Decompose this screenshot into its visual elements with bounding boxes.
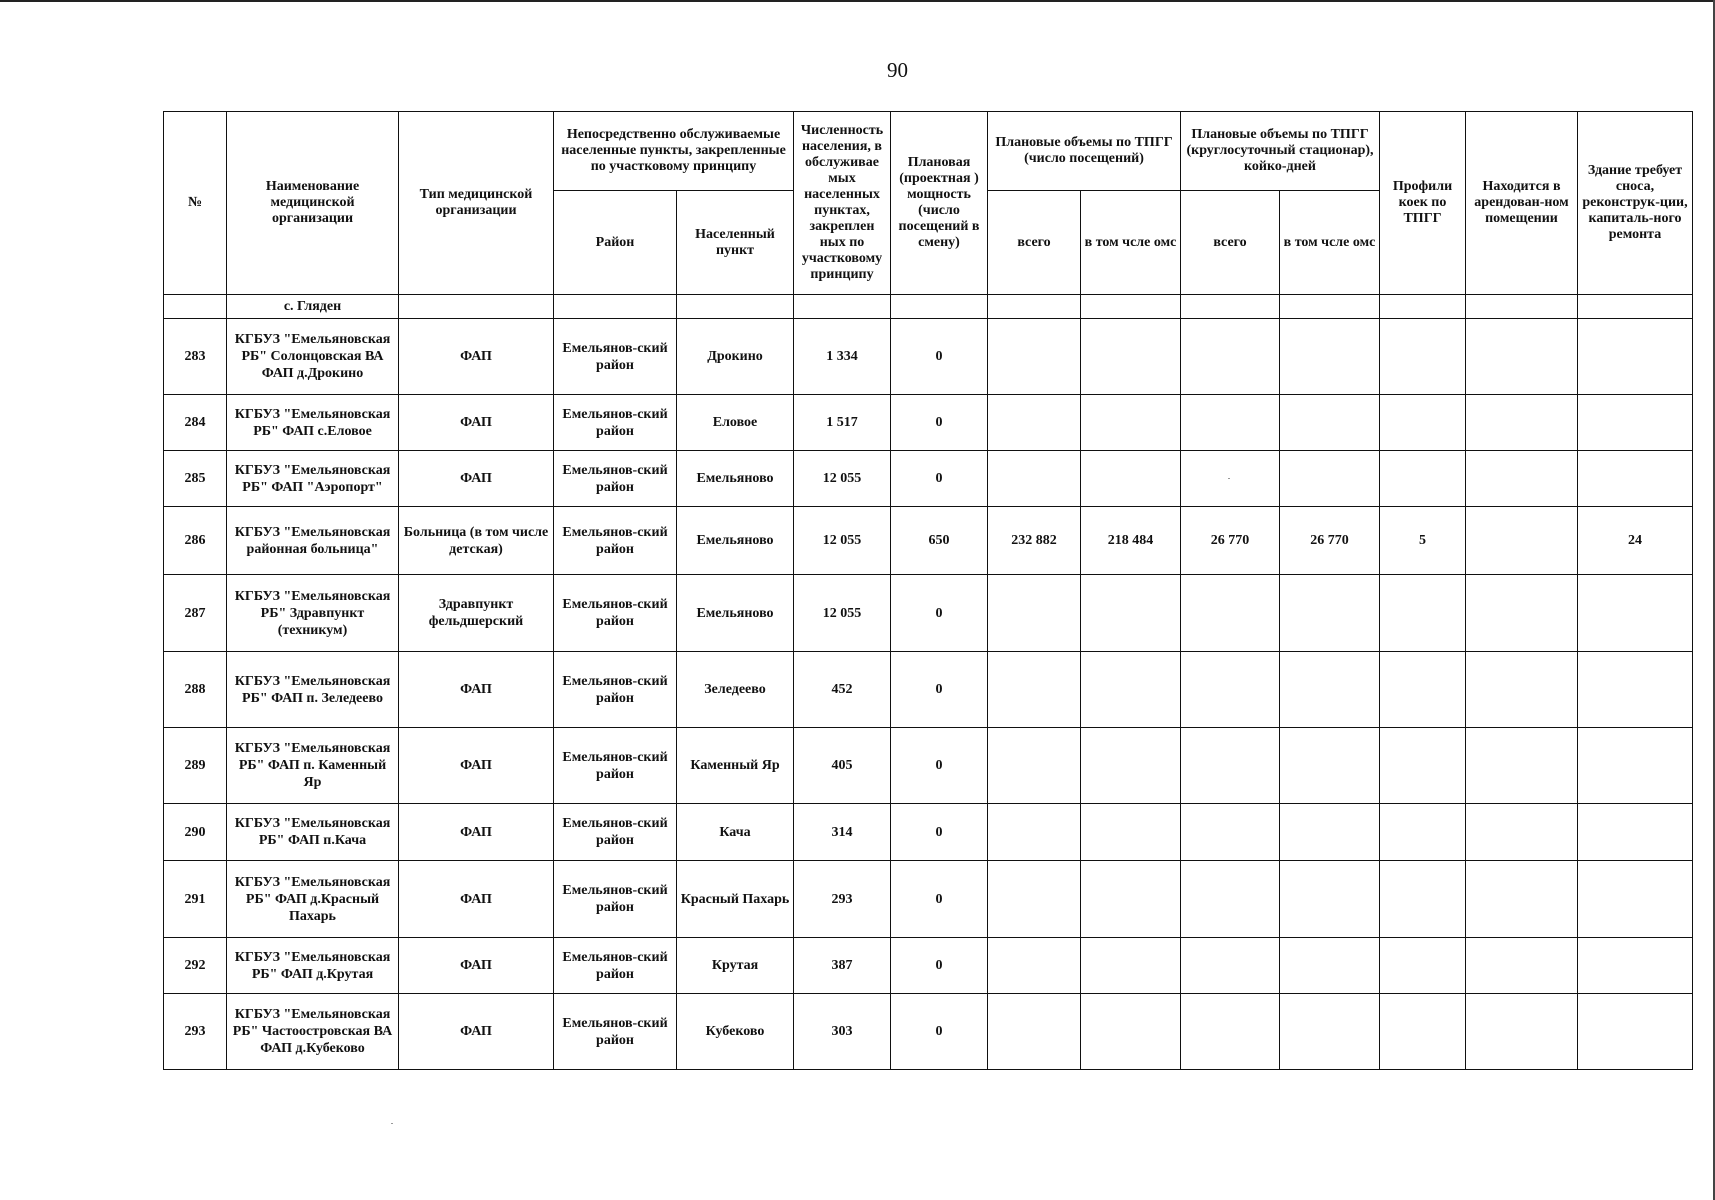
row-stat-oms	[1280, 395, 1380, 451]
row-stat-total	[1181, 652, 1280, 728]
row-name: КГБУЗ "Емельяновская РБ" ФАП д.Красный Пахарь	[227, 861, 399, 938]
row-building: 24	[1578, 507, 1693, 575]
row-locality: Зеледеево	[677, 652, 794, 728]
row-stat-oms	[1280, 652, 1380, 728]
row-num: 292	[164, 938, 227, 994]
row-visits-total	[988, 575, 1081, 652]
row-bed-profiles	[1380, 451, 1466, 507]
row-stat-total	[1181, 451, 1280, 507]
medical-organizations-table	[163, 111, 1693, 1070]
row-visits-total	[988, 861, 1081, 938]
header-num: №	[164, 112, 227, 295]
row-population: 293	[794, 861, 891, 938]
row-bed-profiles: 5	[1380, 507, 1466, 575]
table-row	[164, 451, 1693, 507]
row-bed-profiles	[1380, 319, 1466, 395]
row-num: 283	[164, 319, 227, 395]
row-capacity: 0	[891, 451, 988, 507]
row-num: 286	[164, 507, 227, 575]
row-building	[1578, 804, 1693, 861]
table-row	[164, 938, 1693, 994]
header-name: Наименование медицинской организации	[227, 112, 399, 295]
table-row	[164, 994, 1693, 1070]
row-visits-oms	[1081, 938, 1181, 994]
row-locality: Дрокино	[677, 319, 794, 395]
row-name: КГБУЗ "Емельяновская районная больница"	[227, 507, 399, 575]
row-bed-profiles	[1380, 994, 1466, 1070]
header-building: Здание требует сноса, реконструк-ции, капиталь-ного ремонта	[1578, 112, 1693, 295]
table-row	[164, 575, 1693, 652]
row-bed-profiles	[1380, 938, 1466, 994]
row-locality: Каменный Яр	[677, 728, 794, 804]
row-building	[1578, 575, 1693, 652]
row-bed-profiles	[1380, 575, 1466, 652]
row-capacity: 650	[891, 507, 988, 575]
row-visits-total: 232 882	[988, 507, 1081, 575]
row-locality: Емельяново	[677, 507, 794, 575]
row-stat-oms	[1280, 451, 1380, 507]
row-building	[1578, 994, 1693, 1070]
row-type: ФАП	[399, 728, 554, 804]
row-num: 291	[164, 861, 227, 938]
row-building	[1578, 652, 1693, 728]
row-population: 12 055	[794, 507, 891, 575]
row-num: 293	[164, 994, 227, 1070]
row-capacity: 0	[891, 652, 988, 728]
row-district: Емельянов-ский район	[554, 861, 677, 938]
row-capacity: 0	[891, 938, 988, 994]
row-district: Емельянов-ский район	[554, 319, 677, 395]
row-bed-profiles	[1380, 861, 1466, 938]
row-bed-profiles	[1380, 804, 1466, 861]
row-stat-total: 26 770	[1181, 507, 1280, 575]
row-population: 12 055	[794, 575, 891, 652]
row-visits-total	[988, 804, 1081, 861]
row-rented	[1466, 861, 1578, 938]
row-rented	[1466, 507, 1578, 575]
row-population: 1 334	[794, 319, 891, 395]
table-row	[164, 728, 1693, 804]
row-stat-oms	[1280, 319, 1380, 395]
row-name: КГБУЗ "Емельяновская РБ" ФАП п. Каменный Яр	[227, 728, 399, 804]
row-type: Здравпункт фельдшерский	[399, 575, 554, 652]
row-building	[1578, 395, 1693, 451]
header-visits-total: всего	[988, 191, 1081, 295]
row-locality: Емельяново	[677, 575, 794, 652]
row-population: 1 517	[794, 395, 891, 451]
row-population: 12 055	[794, 451, 891, 507]
row-visits-oms	[1081, 728, 1181, 804]
row-type: ФАП	[399, 994, 554, 1070]
row-visits-oms	[1081, 652, 1181, 728]
row-district: Емельянов-ский район	[554, 575, 677, 652]
row-stat-total	[1181, 861, 1280, 938]
row-type: ФАП	[399, 804, 554, 861]
row-num: 285	[164, 451, 227, 507]
row-capacity: 0	[891, 319, 988, 395]
row-stat-oms	[1280, 994, 1380, 1070]
row-capacity: 0	[891, 575, 988, 652]
row-rented	[1466, 994, 1578, 1070]
row-visits-oms	[1081, 575, 1181, 652]
row-district: Емельянов-ский район	[554, 994, 677, 1070]
row-visits-oms	[1081, 319, 1181, 395]
row-visits-oms	[1081, 861, 1181, 938]
row-num: 290	[164, 804, 227, 861]
row-rented	[1466, 938, 1578, 994]
row-population: 387	[794, 938, 891, 994]
row-visits-total	[988, 395, 1081, 451]
row-stat-total	[1181, 728, 1280, 804]
row-stat-oms	[1280, 575, 1380, 652]
row-type: ФАП	[399, 861, 554, 938]
header-population: Численность населения, в обслуживае мых населенных пунктах, закреплен ных по участковому принципу	[794, 112, 891, 295]
row-name: КГБУЗ "Емельяновская РБ" Здравпункт (техникум)	[227, 575, 399, 652]
row-locality: Крутая	[677, 938, 794, 994]
row-name: КГБУЗ "Емельяновская РБ" ФАП д.Крутая	[227, 938, 399, 994]
page-number: 90	[887, 58, 908, 82]
row-visits-total	[988, 938, 1081, 994]
row-district: Емельянов-ский район	[554, 804, 677, 861]
row-rented	[1466, 319, 1578, 395]
row-capacity: 0	[891, 994, 988, 1070]
row-building	[1578, 728, 1693, 804]
row-type: ФАП	[399, 319, 554, 395]
header-capacity: Плановая (проектная ) мощность (число посещений в смену)	[891, 112, 988, 295]
row-rented	[1466, 804, 1578, 861]
row-rented	[1466, 451, 1578, 507]
header-stat-total: всего	[1181, 191, 1280, 295]
row-visits-total	[988, 994, 1081, 1070]
row-locality: Еловое	[677, 395, 794, 451]
row-num: 284	[164, 395, 227, 451]
carry-row	[164, 295, 1693, 319]
row-building	[1578, 451, 1693, 507]
table-row	[164, 804, 1693, 861]
row-population: 405	[794, 728, 891, 804]
row-district: Емельянов-ский район	[554, 938, 677, 994]
table-header	[164, 112, 1693, 295]
row-num: 289	[164, 728, 227, 804]
header-served: Непосредственно обслуживаемые населенные пункты, закрепленные по участковому принципу	[554, 112, 794, 191]
row-num: 288	[164, 652, 227, 728]
row-rented	[1466, 575, 1578, 652]
row-type: Больница (в том числе детская)	[399, 507, 554, 575]
row-population: 314	[794, 804, 891, 861]
row-capacity: 0	[891, 728, 988, 804]
row-visits-total	[988, 319, 1081, 395]
row-rented	[1466, 652, 1578, 728]
row-rented	[1466, 395, 1578, 451]
header-visits-oms: в том чсле омс	[1081, 191, 1181, 295]
row-population: 452	[794, 652, 891, 728]
row-visits-oms	[1081, 451, 1181, 507]
row-capacity: 0	[891, 861, 988, 938]
header-rented: Находится в арендован-ном помещении	[1466, 112, 1578, 295]
row-district: Емельянов-ский район	[554, 652, 677, 728]
row-locality: Емельяново	[677, 451, 794, 507]
header-district: Район	[554, 191, 677, 295]
row-stat-oms	[1280, 861, 1380, 938]
row-type: ФАП	[399, 451, 554, 507]
row-capacity: 0	[891, 395, 988, 451]
carry-row-name: с. Гляден	[227, 295, 399, 319]
row-district: Емельянов-ский район	[554, 728, 677, 804]
row-district: Емельянов-ский район	[554, 395, 677, 451]
table-body	[164, 295, 1693, 1070]
row-name: КГБУЗ "Емельяновская РБ" Частоостровская ВА ФАП д.Кубеково	[227, 994, 399, 1070]
row-type: ФАП	[399, 938, 554, 994]
scan-speck	[391, 1123, 393, 1124]
row-stat-oms: 26 770	[1280, 507, 1380, 575]
table-row	[164, 395, 1693, 451]
row-building	[1578, 319, 1693, 395]
row-bed-profiles	[1380, 652, 1466, 728]
row-visits-oms: 218 484	[1081, 507, 1181, 575]
table-row	[164, 319, 1693, 395]
scan-top-edge	[0, 0, 1715, 2]
row-visits-total	[988, 728, 1081, 804]
row-district: Емельянов-ский район	[554, 451, 677, 507]
header-bed-profiles: Профили коек по ТПГГ	[1380, 112, 1466, 295]
row-stat-oms	[1280, 938, 1380, 994]
row-capacity: 0	[891, 804, 988, 861]
row-rented	[1466, 728, 1578, 804]
row-locality: Красный Пахарь	[677, 861, 794, 938]
row-stat-total	[1181, 804, 1280, 861]
row-building	[1578, 861, 1693, 938]
row-name: КГБУЗ "Емельяновская РБ" ФАП "Аэропорт"	[227, 451, 399, 507]
row-district: Емельянов-ский район	[554, 507, 677, 575]
row-type: ФАП	[399, 652, 554, 728]
row-bed-profiles	[1380, 395, 1466, 451]
row-visits-oms	[1081, 994, 1181, 1070]
header-tpgg-visits: Плановые объемы по ТПГГ (число посещений)	[988, 112, 1181, 191]
header-locality: Населенный пункт	[677, 191, 794, 295]
table-row	[164, 652, 1693, 728]
header-tpgg-stationary: Плановые объемы по ТПГГ (круглосуточный стационар), койко-дней	[1181, 112, 1380, 191]
row-stat-total	[1181, 994, 1280, 1070]
row-visits-total	[988, 451, 1081, 507]
header-stat-oms: в том чсле омс	[1280, 191, 1380, 295]
row-population: 303	[794, 994, 891, 1070]
row-bed-profiles	[1380, 728, 1466, 804]
header-type: Тип медицинской организации	[399, 112, 554, 295]
row-locality: Кубеково	[677, 994, 794, 1070]
row-stat-oms	[1280, 804, 1380, 861]
row-building	[1578, 938, 1693, 994]
row-name: КГБУЗ "Емельяновская РБ" Солонцовская ВА ФАП д.Дрокино	[227, 319, 399, 395]
row-visits-oms	[1081, 395, 1181, 451]
row-num: 287	[164, 575, 227, 652]
scan-speck	[1228, 478, 1230, 479]
row-stat-total	[1181, 575, 1280, 652]
table-row	[164, 861, 1693, 938]
row-locality: Кача	[677, 804, 794, 861]
row-visits-total	[988, 652, 1081, 728]
row-stat-total	[1181, 319, 1280, 395]
row-name: КГБУЗ "Емельяновская РБ" ФАП п.Кача	[227, 804, 399, 861]
row-stat-total	[1181, 938, 1280, 994]
row-visits-oms	[1081, 804, 1181, 861]
row-name: КГБУЗ "Емельяновская РБ" ФАП с.Еловое	[227, 395, 399, 451]
row-stat-total	[1181, 395, 1280, 451]
table-row	[164, 507, 1693, 575]
row-name: КГБУЗ "Емельяновская РБ" ФАП п. Зеледеево	[227, 652, 399, 728]
row-stat-oms	[1280, 728, 1380, 804]
row-type: ФАП	[399, 395, 554, 451]
